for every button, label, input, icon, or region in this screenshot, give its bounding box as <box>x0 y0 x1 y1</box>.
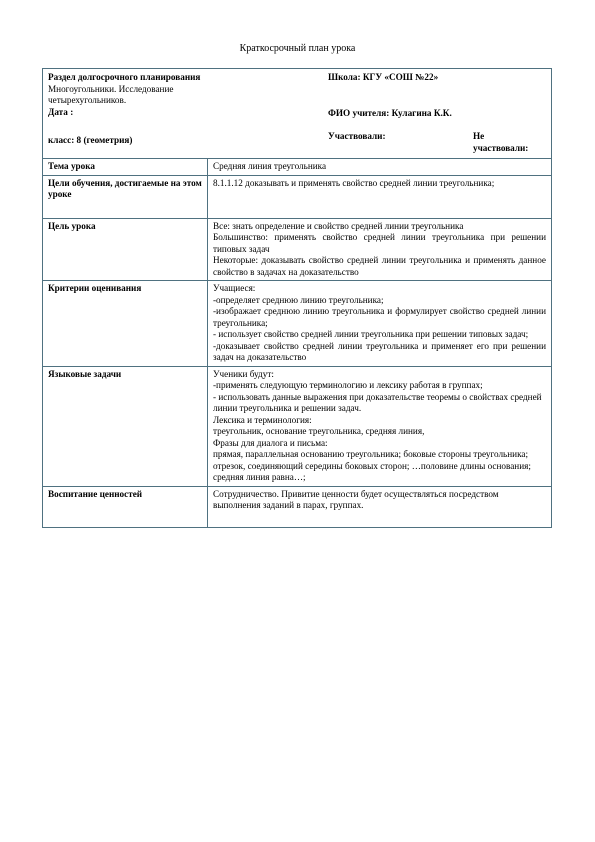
teacher-label: ФИО учителя: Кулагина К.К. <box>328 107 452 118</box>
school-block <box>328 72 546 119</box>
criteria-line: - использует свойство средней линии треугольника при решении типовых задач; <box>213 329 529 339</box>
absent-label-line-2: участвовали: <box>473 142 529 153</box>
language-value <box>208 366 552 486</box>
criteria-label: Критерии оценивания <box>43 281 208 367</box>
present-label: Участвовали: <box>328 131 386 141</box>
language-line: Лексика и терминология: <box>213 414 312 425</box>
section-value-line-1: Многоугольники. Исследование <box>48 83 174 94</box>
topic-row <box>43 159 552 176</box>
section-block <box>48 72 328 119</box>
goal-line: Большинство: применять свойство средней линии треугольника при решении типовых задач <box>213 232 546 254</box>
objectives-value: 8.1.1.12 доказывать и применять свойство средней линии треугольника; <box>208 175 552 218</box>
criteria-line: -доказывает свойство средней линии треугольника и применяет его при решении задач на доказательство <box>213 340 546 362</box>
class-label: класс: 8 (геометрия) <box>48 135 133 145</box>
goal-label: Цель урока <box>43 218 208 281</box>
language-row <box>43 366 552 486</box>
absent-label-line-1: Не <box>473 131 485 141</box>
criteria-line: -определяет среднюю линию треугольника; <box>213 294 384 305</box>
lesson-plan-table <box>42 68 552 528</box>
objectives-label: Цели обучения, достигаемые на этом уроке <box>43 175 208 218</box>
language-line: -применять следующую терминологию и лексику работая в группах; <box>213 380 483 390</box>
section-value-line-2: четырехугольников. <box>48 95 127 105</box>
language-line: Фразы для диалога и письма: <box>213 437 328 448</box>
section-label: Раздел долгосрочного планирования <box>48 72 201 82</box>
goal-row <box>43 218 552 281</box>
header-cell <box>43 69 552 159</box>
present-block <box>328 131 473 154</box>
criteria-value <box>208 281 552 367</box>
criteria-row <box>43 281 552 367</box>
values-value: Сотрудничество. Привитие ценности будет осуществляться посредством выполнения заданий в парах, группах. <box>208 486 552 527</box>
criteria-line: Учащиеся: <box>213 283 256 293</box>
objectives-row <box>43 175 552 218</box>
goal-line: Некоторые: доказывать свойство средней линии треугольника и применять данное свойство в задачах на доказательство <box>213 255 546 277</box>
class-block <box>48 121 328 154</box>
language-line: - использовать данные выражения при доказательстве теоремы о свойствах средней линии треугольника и решении задач. <box>213 391 542 413</box>
header-row <box>43 69 552 159</box>
goal-line: Все: знать определение и свойство средней линии треугольника <box>213 220 464 231</box>
date-label: Дата : <box>48 106 74 117</box>
language-line: Ученики будут: <box>213 368 274 379</box>
values-label: Воспитание ценностей <box>43 486 208 527</box>
criteria-line: -изображает среднюю линию треугольника и формулирует свойство средней линии треугольника; <box>213 306 546 328</box>
language-line: треугольник, основание треугольника, средняя линия, <box>213 426 425 436</box>
goal-value <box>208 218 552 281</box>
topic-value: Средняя линия треугольника <box>208 159 552 176</box>
topic-label: Тема урока <box>43 159 208 176</box>
values-row <box>43 486 552 527</box>
language-line: прямая, параллельная основанию треугольника; боковые стороны треугольника; отрезок, соединяющий середины боковых сторон; …половине длины основания; средняя линия равна…; <box>213 449 531 482</box>
school-label: Школа: КГУ «СОШ №22» <box>328 72 439 82</box>
language-label: Языковые задачи <box>43 366 208 486</box>
absent-block <box>473 131 546 154</box>
page-title: Краткосрочный план урока <box>239 43 356 54</box>
